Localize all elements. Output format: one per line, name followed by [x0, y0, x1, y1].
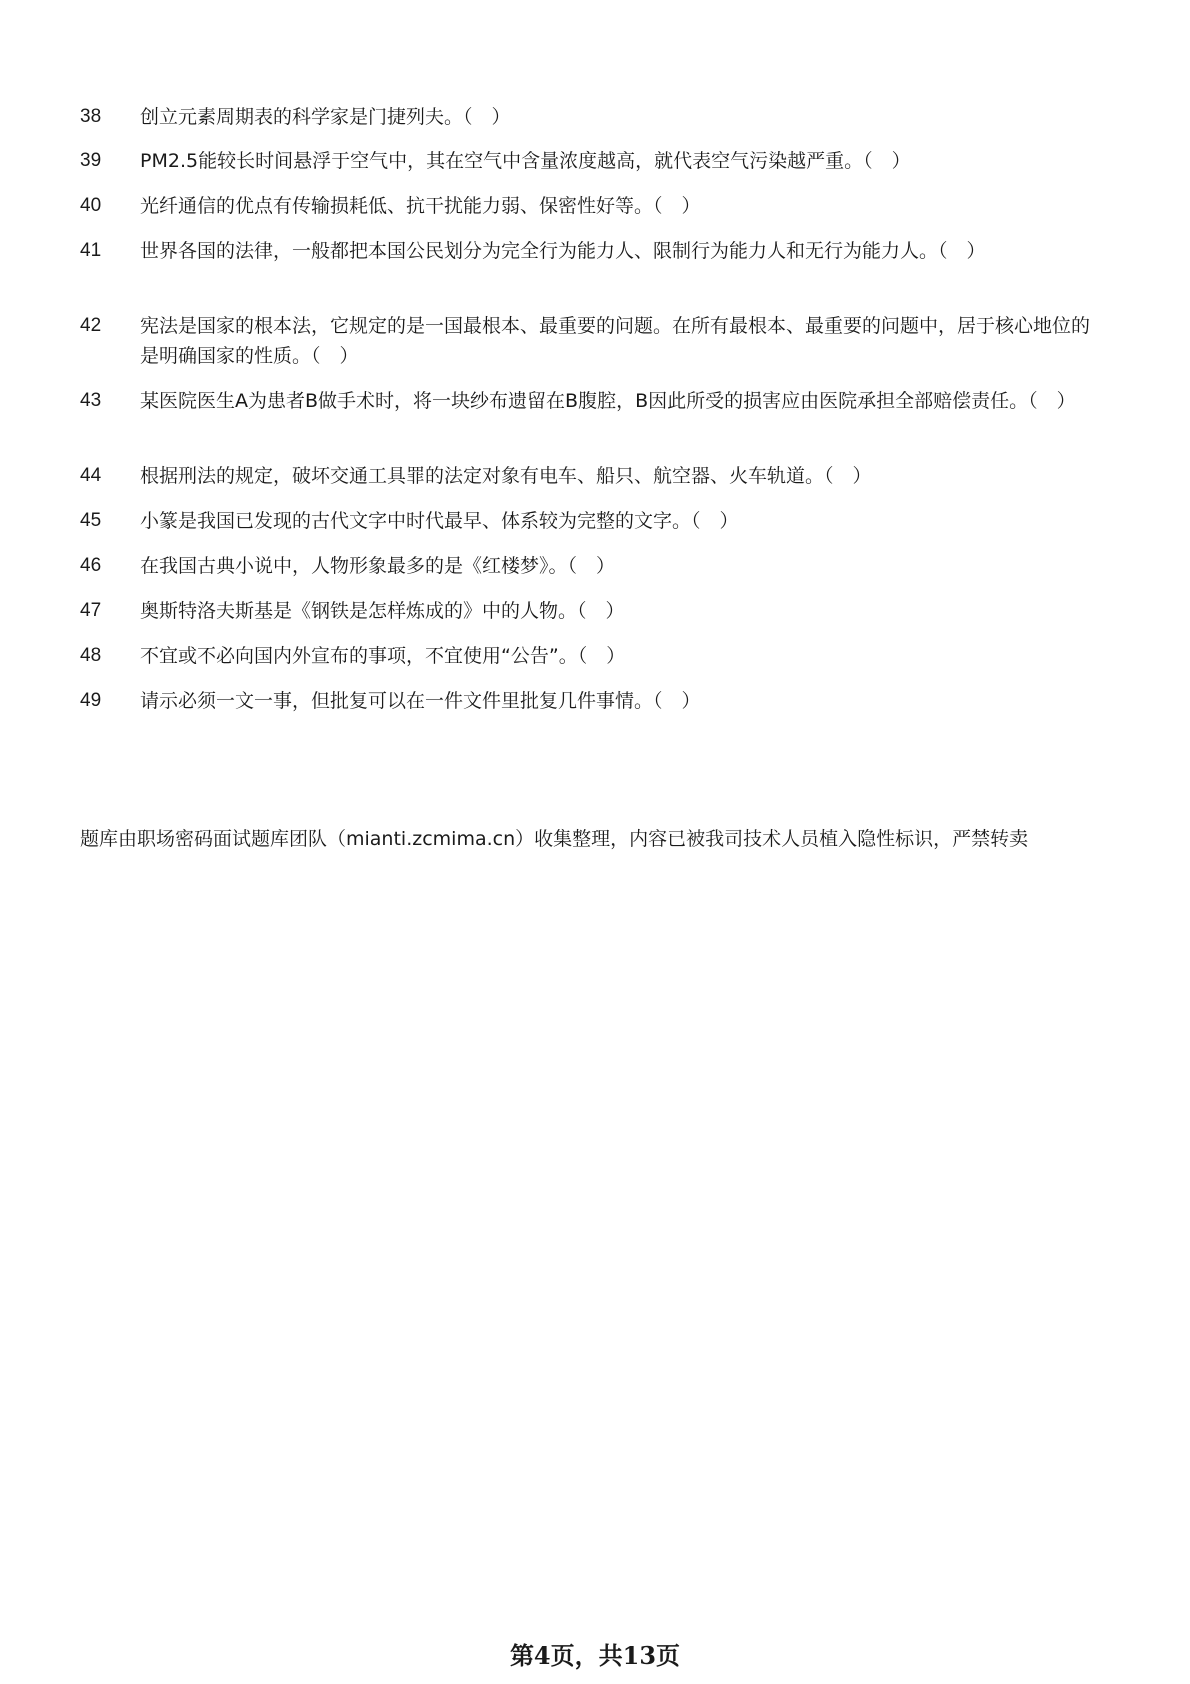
- question-text: PM2.5能较长时间悬浮于空气中，其在空气中含量浓度越高，就代表空气污染越严重。（ ）: [140, 150, 911, 172]
- question-number: 45: [80, 510, 102, 531]
- question-item: [80, 641, 1090, 671]
- source-notice: 题库由职场密码面试题库团队（mianti.zcmima.cn）收集整理，内容已被我司技术人员植入隐性标识，严禁转卖: [80, 828, 1029, 850]
- question-item: [80, 236, 1090, 266]
- question-number: 42: [80, 315, 102, 336]
- question-item: [80, 461, 1090, 491]
- question-item: [80, 686, 1090, 716]
- question-number: 39: [80, 150, 102, 171]
- question-text: 创立元素周期表的科学家是门捷列夫。（ ）: [140, 106, 511, 128]
- question-text: 请示必须一文一事，但批复可以在一件文件里批复几件事情。（ ）: [140, 690, 701, 712]
- question-item: [80, 311, 1090, 371]
- question-text: 光纤通信的优点有传输损耗低、抗干扰能力弱、保密性好等。（ ）: [140, 195, 701, 217]
- question-number: 44: [80, 465, 102, 486]
- question-number: 41: [80, 240, 102, 261]
- question-number: 48: [80, 645, 102, 666]
- question-item: [80, 191, 1090, 221]
- question-text: 不宜或不必向国内外宣布的事项，不宜使用“公告”。（ ）: [140, 645, 626, 667]
- question-item: [80, 506, 1090, 536]
- question-number: 49: [80, 690, 102, 711]
- page-number: 第4页，共13页: [509, 1641, 681, 1670]
- question-number: 38: [80, 106, 102, 127]
- question-number: 43: [80, 390, 102, 411]
- question-item: [80, 102, 1090, 132]
- question-item: [80, 551, 1090, 581]
- question-item: [80, 386, 1090, 416]
- question-item: [80, 596, 1090, 626]
- question-number: 46: [80, 555, 102, 576]
- question-number: 47: [80, 600, 102, 621]
- question-number: 40: [80, 195, 102, 216]
- question-text: 在我国古典小说中，人物形象最多的是《红楼梦》。（ ）: [140, 555, 616, 577]
- question-text: 宪法是国家的根本法，它规定的是一国最根本、最重要的问题。在所有最根本、最重要的问题中，居于核心地位的是明确国家的性质。（ ）: [140, 315, 1091, 367]
- question-item: [80, 146, 1090, 176]
- question-text: 小篆是我国已发现的古代文字中时代最早、体系较为完整的文字。（ ）: [140, 510, 739, 532]
- question-text: 某医院医生A为患者B做手术时，将一块纱布遗留在B腹腔，B因此所受的损害应由医院承担全部赔偿责任。（ ）: [140, 390, 1076, 412]
- question-text: 世界各国的法律，一般都把本国公民划分为完全行为能力人、限制行为能力人和无行为能力人。（ ）: [140, 240, 986, 262]
- question-text: 根据刑法的规定，破坏交通工具罪的法定对象有电车、船只、航空器、火车轨道。（ ）: [140, 465, 872, 487]
- question-text: 奥斯特洛夫斯基是《钢铁是怎样炼成的》中的人物。（ ）: [140, 600, 625, 622]
